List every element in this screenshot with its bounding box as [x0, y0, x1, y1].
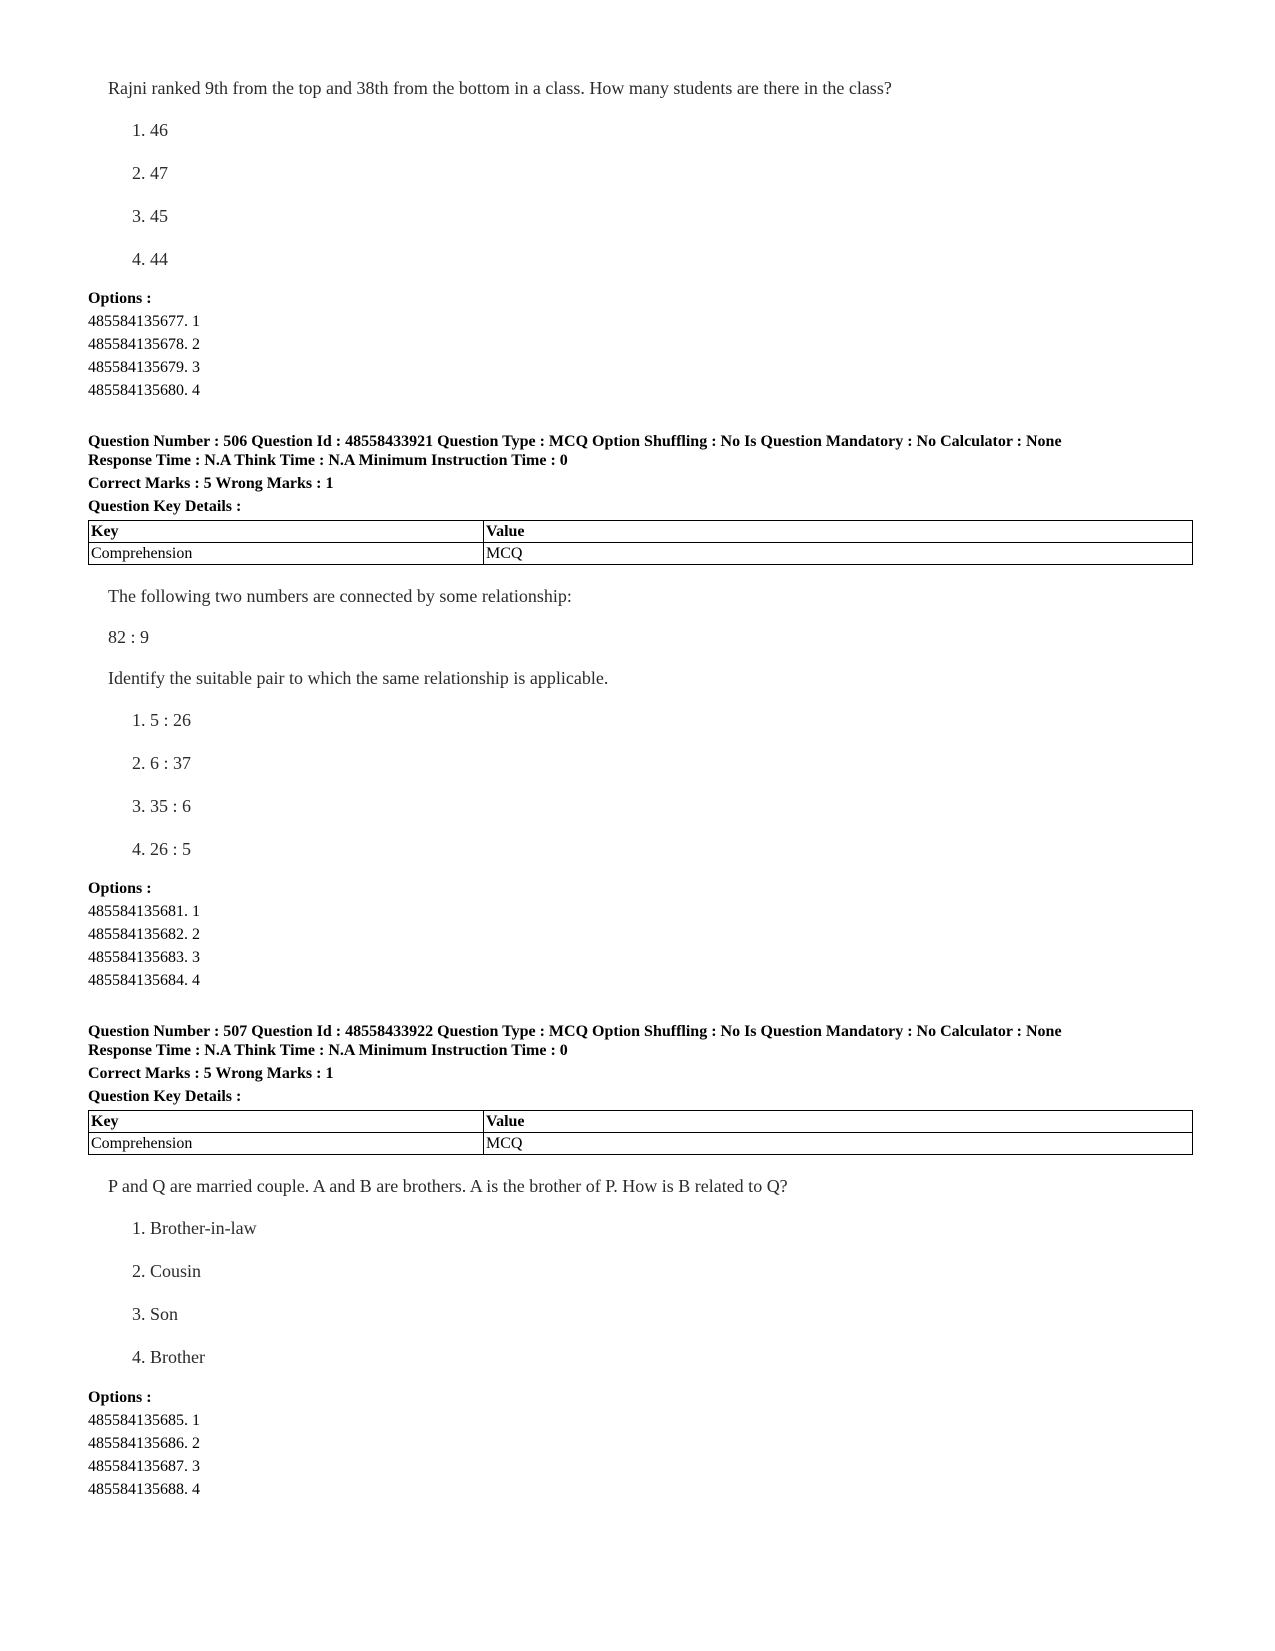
option-id-3: 485584135687. 3 [88, 1458, 200, 1475]
question-506-key-table [88, 520, 1193, 565]
choice-3: 3. 45 [132, 206, 168, 226]
table-header-row [89, 521, 1193, 543]
option-id-2: 485584135682. 2 [88, 926, 200, 943]
option-id-1: 485584135677. 1 [88, 313, 200, 330]
table-row [89, 543, 1193, 565]
choice-1: 1. 5 : 26 [132, 710, 192, 730]
question-506-text-1: The following two numbers are connected by some relationship: [108, 586, 572, 606]
question-507-key-table [88, 1110, 1193, 1155]
table-cell-key: Comprehension [89, 543, 484, 565]
question-506-timing: Response Time : N.A Think Time : N.A Minimum Instruction Time : 0 [88, 452, 568, 469]
option-id-1: 485584135685. 1 [88, 1412, 200, 1429]
option-id-4: 485584135688. 4 [88, 1481, 200, 1498]
table-row [89, 1133, 1193, 1155]
table-header-key: Key [89, 1111, 484, 1133]
question-507-text: P and Q are married couple. A and B are brothers. A is the brother of P. How is B related to Q? [108, 1176, 788, 1196]
options-label: Options : [88, 290, 152, 307]
choice-2: 2. 47 [132, 163, 168, 183]
options-label: Options : [88, 1389, 152, 1406]
question-506-text-2: 82 : 9 [108, 627, 150, 647]
choice-4: 4. 44 [132, 249, 168, 269]
option-id-1: 485584135681. 1 [88, 903, 200, 920]
table-header-value: Value [484, 1111, 1193, 1133]
choice-1: 1. Brother-in-law [132, 1218, 257, 1238]
option-id-3: 485584135683. 3 [88, 949, 200, 966]
question-506-text-3: Identify the suitable pair to which the same relationship is applicable. [108, 668, 609, 688]
question-506-marks: Correct Marks : 5 Wrong Marks : 1 [88, 475, 334, 492]
question-505-text: Rajni ranked 9th from the top and 38th from the bottom in a class. How many students are there in the class? [108, 78, 892, 98]
question-507-meta: Question Number : 507 Question Id : 48558433922 Question Type : MCQ Option Shuffling : No Is Question Mandatory : No Calculator : None [88, 1023, 1062, 1040]
question-507-timing: Response Time : N.A Think Time : N.A Minimum Instruction Time : 0 [88, 1042, 568, 1059]
choice-2: 2. Cousin [132, 1261, 202, 1281]
option-id-2: 485584135678. 2 [88, 336, 200, 353]
question-507-key-details-label: Question Key Details : [88, 1088, 242, 1105]
option-id-3: 485584135679. 3 [88, 359, 200, 376]
question-507-marks: Correct Marks : 5 Wrong Marks : 1 [88, 1065, 334, 1082]
table-cell-value: MCQ [484, 1133, 1193, 1155]
table-header-row [89, 1111, 1193, 1133]
table-cell-key: Comprehension [89, 1133, 484, 1155]
choice-3: 3. 35 : 6 [132, 796, 192, 816]
choice-4: 4. Brother [132, 1347, 205, 1367]
choice-1: 1. 46 [132, 120, 168, 140]
table-cell-value: MCQ [484, 543, 1193, 565]
question-506-meta: Question Number : 506 Question Id : 48558433921 Question Type : MCQ Option Shuffling : No Is Question Mandatory : No Calculator : None [88, 433, 1062, 450]
table-header-key: Key [89, 521, 484, 543]
choice-2: 2. 6 : 37 [132, 753, 192, 773]
option-id-4: 485584135684. 4 [88, 972, 200, 989]
choice-4: 4. 26 : 5 [132, 839, 192, 859]
table-header-value: Value [484, 521, 1193, 543]
options-label: Options : [88, 880, 152, 897]
option-id-4: 485584135680. 4 [88, 382, 200, 399]
question-506-key-details-label: Question Key Details : [88, 498, 242, 515]
option-id-2: 485584135686. 2 [88, 1435, 200, 1452]
choice-3: 3. Son [132, 1304, 179, 1324]
